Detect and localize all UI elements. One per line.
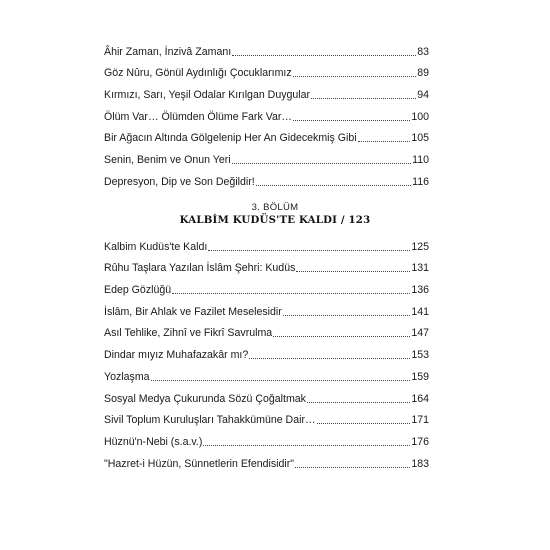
section-title: KALBİM KUDÜS'TE KALDI / 123 (179, 214, 371, 226)
toc-entry (104, 274, 429, 296)
toc-entry-title: Edep Gözlüğü (104, 284, 172, 297)
toc-dot-leader (172, 293, 410, 294)
toc-entry (104, 448, 429, 470)
toc-entry-page: 164 (411, 392, 429, 405)
toc-entry-page: 183 (411, 457, 429, 470)
toc-dot-leader (232, 55, 416, 56)
toc-dot-leader (295, 467, 410, 468)
toc-entry-title: Asıl Tehlike, Zihnî ve Fikrî Savrulma (104, 327, 273, 340)
toc-entry (104, 405, 429, 427)
toc-entry (104, 36, 429, 58)
toc-dot-leader (256, 185, 411, 186)
toc-entry (104, 101, 429, 123)
toc-entry-page: 159 (411, 370, 429, 383)
toc-list-top (104, 36, 429, 188)
toc-entry-page: 153 (411, 349, 429, 362)
toc-entry-title: Dindar mıyız Muhafazakâr mı? (104, 349, 249, 362)
toc-entry-title: Ölüm Var… Ölümden Ölüme Fark Var… (104, 110, 292, 123)
toc-entry (104, 318, 429, 340)
toc-entry-title: Göz Nûru, Gönül Aydınlığı Çocuklarımız (104, 67, 292, 80)
toc-entry (104, 58, 429, 80)
toc-dot-leader (273, 336, 410, 337)
toc-entry-page: 89 (417, 67, 429, 80)
toc-list-bottom (104, 231, 429, 470)
toc-dot-leader (296, 271, 410, 272)
toc-entry-title: Yozlaşma (104, 370, 150, 383)
toc-entry-page: 105 (411, 132, 429, 145)
toc-entry-page: 83 (417, 45, 429, 58)
toc-entry (104, 166, 429, 188)
toc-entry-title: Senin, Benim ve Onun Yeri (104, 154, 231, 167)
toc-entry-page: 110 (412, 154, 429, 167)
toc-entry (104, 253, 429, 275)
toc-entry-title: Âhir Zaman, İnzivâ Zamanı (104, 45, 232, 58)
toc-dot-leader (293, 76, 417, 77)
toc-entry-title: İslâm, Bir Ahlak ve Fazilet Meselesidir (104, 305, 282, 318)
toc-dot-leader (293, 120, 410, 121)
toc-entry-page: 131 (411, 262, 429, 275)
toc-entry-page: 100 (411, 110, 429, 123)
toc-entry-page: 136 (411, 284, 429, 297)
toc-entry-title: Kırmızı, Sarı, Yeşil Odalar Kırılgan Duygular (104, 89, 311, 102)
toc-entry-title: Bir Ağacın Altında Gölgelenip Her An Gidecekmiş Gibi (104, 132, 357, 145)
toc-entry-title: "Hazret-i Hüzün, Sünnetlerin Efendisidir" (104, 457, 295, 470)
toc-entry-page: 116 (412, 175, 429, 188)
toc-entry (104, 383, 429, 405)
toc-dot-leader (307, 402, 410, 403)
toc-dot-leader (232, 163, 411, 164)
toc-entry (104, 123, 429, 145)
toc-entry-page: 176 (411, 435, 429, 448)
toc-dot-leader (208, 250, 410, 251)
toc-dot-leader (151, 380, 411, 381)
toc-entry (104, 339, 429, 361)
toc-entry-page: 141 (411, 305, 429, 318)
toc-entry-title: Kalbim Kudüs'te Kaldı (104, 240, 208, 253)
toc-entry-title: Rûhu Taşlara Yazılan İslâm Şehri: Kudüs (104, 262, 296, 275)
toc-dot-leader (358, 141, 411, 142)
toc-entry-page: 171 (411, 414, 429, 427)
toc-entry-page: 125 (411, 240, 429, 253)
toc-entry (104, 231, 429, 253)
section-label: 3. BÖLÜM (251, 202, 299, 213)
toc-entry-title: Sivil Toplum Kuruluşları Tahakkümüne Dair… (104, 414, 316, 427)
toc-entry (104, 296, 429, 318)
toc-entry (104, 144, 429, 166)
toc-dot-leader (249, 358, 410, 359)
toc-dot-leader (203, 445, 410, 446)
toc-dot-leader (317, 423, 411, 424)
toc-entry-title: Sosyal Medya Çukurunda Sözü Çoğaltmak (104, 392, 306, 405)
toc-entry (104, 426, 429, 448)
toc-entry (104, 79, 429, 101)
toc-entry-title: Hüznü'n-Nebi (s.a.v.) (104, 435, 203, 448)
toc-entry (104, 361, 429, 383)
toc-entry-page: 147 (411, 327, 429, 340)
toc-entry-title: Depresyon, Dip ve Son Değildir! (104, 175, 255, 188)
toc-dot-leader (283, 315, 411, 316)
toc-entry-page: 94 (417, 89, 429, 102)
toc-dot-leader (311, 98, 416, 99)
